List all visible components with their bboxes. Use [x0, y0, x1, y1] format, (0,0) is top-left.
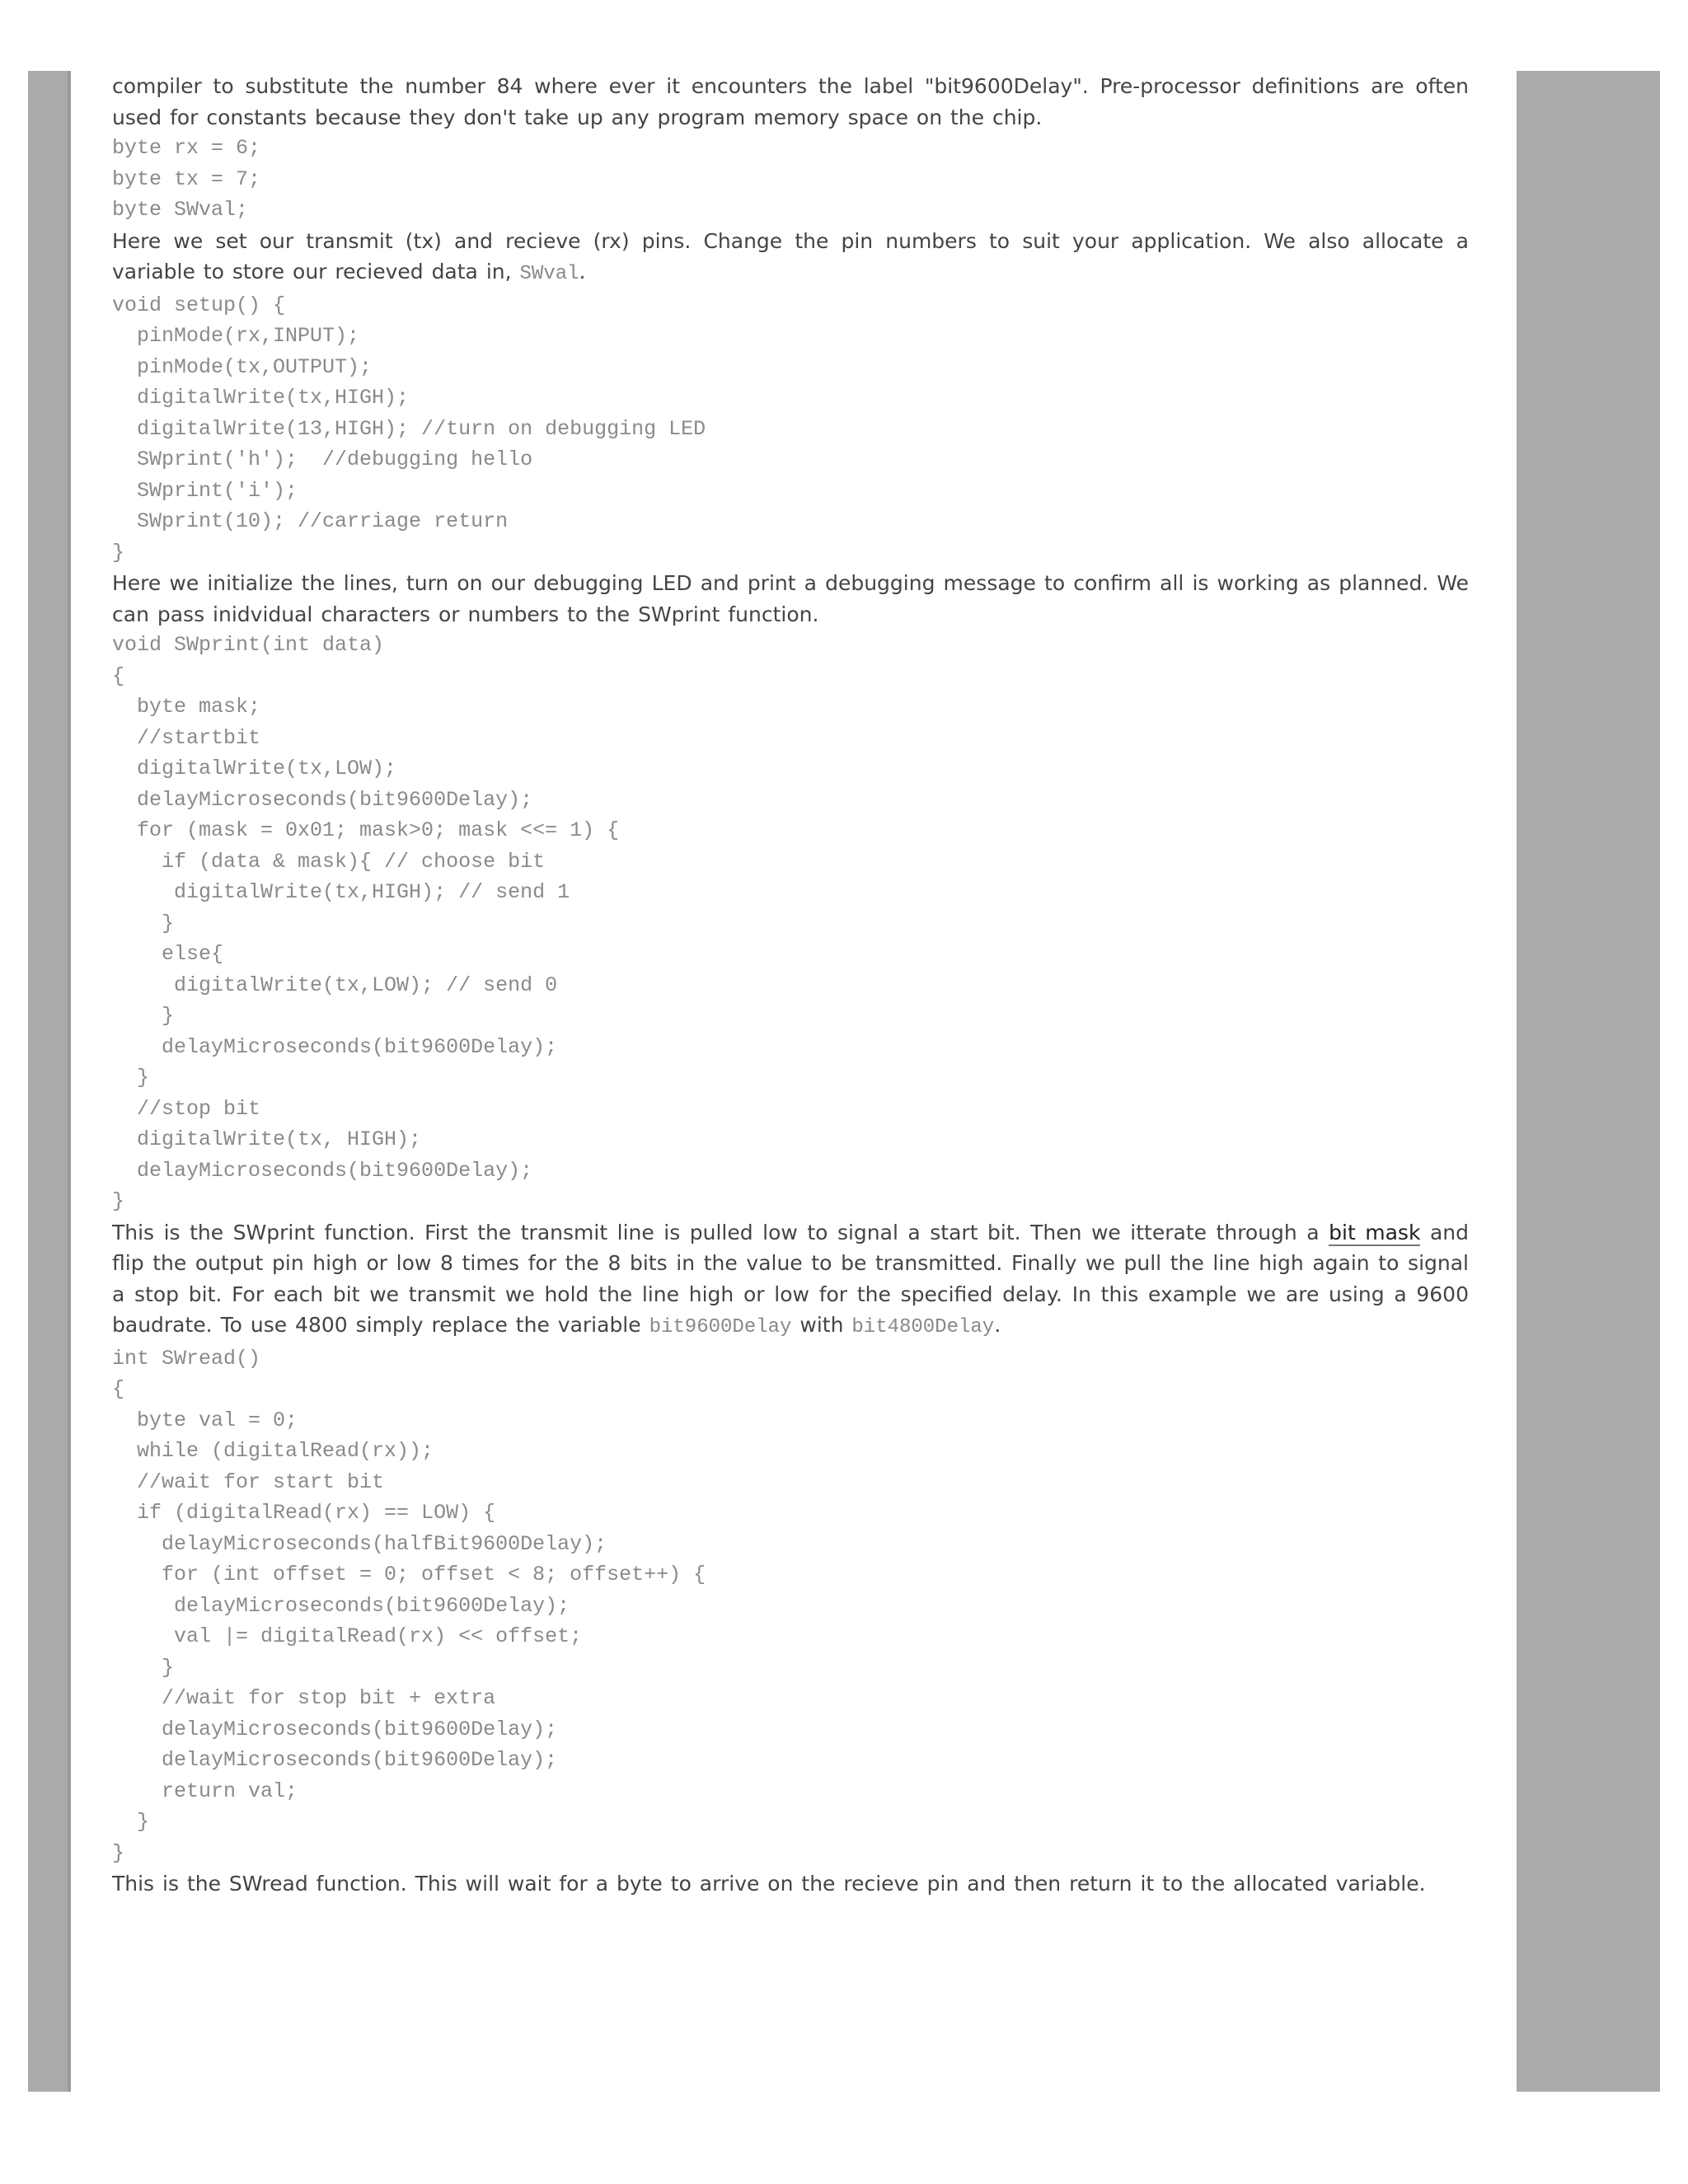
code-block-swread-function: int SWread() { byte val = 0; while (digitalRead(rx)); //wait for start bit if (digitalRead(rx) == LOW) { delayMicroseconds(halfBit9600Delay); for (int offset = 0; offset < 8; offset++) { delayMicroseconds(bit9600Delay); val |= digitalRead(rx) << offset; } //wait for stop bit + extra delayMicroseconds(bit9600Delay); delayMicroseconds(bit9600Delay); return val; } }: [112, 1346, 706, 1865]
paragraph-swprint-text-a: This is the SWprint function. First the transmit line is pulled low to signal a start bit. Then we itterate through a: [112, 1220, 1329, 1244]
paragraph-pin-setup-end: .: [579, 260, 586, 284]
paragraph-pin-setup-text: Here we set our transmit (tx) and recieve (rx) pins. Change the pin numbers to suit your application. We also allocate a variable to store our recieved data in,: [112, 228, 1469, 284]
bit-mask-link[interactable]: bit mask: [1329, 1220, 1421, 1244]
inline-code-bit4800delay: bit4800Delay: [851, 1316, 995, 1338]
left-margin-bar: [28, 71, 71, 2092]
paragraph-swprint-end: .: [994, 1313, 1001, 1337]
paragraph-pin-setup: [112, 226, 1469, 290]
paragraph-swread-explanation: This is the SWread function. This will wait for a byte to arrive on the recieve pin and then return it to the allocated variable.: [112, 1872, 1426, 1896]
left-margin-bar-edge: [68, 71, 71, 2092]
code-block-setup-function: void setup() { pinMode(rx,INPUT); pinMode(tx,OUTPUT); digitalWrite(tx,HIGH); digitalWrite(13,HIGH); //turn on debugging LED SWprint('h'); //debugging hello SWprint('i'); SWprint(10); //carriage return }: [112, 293, 706, 565]
code-block-pin-declarations: byte rx = 6; byte tx = 7; byte SWval;: [112, 136, 261, 222]
inline-code-bit9600delay: bit9600Delay: [649, 1316, 792, 1338]
code-block-swprint-function: void SWprint(int data) { byte mask; //startbit digitalWrite(tx,LOW); delayMicroseconds(bit9600Delay); for (mask = 0x01; mask>0; mask <<= 1) { if (data & mask){ // choose bit digitalWrite(tx,HIGH); // send 1 } else{ digitalWrite(tx,LOW); // send 0 } delayMicroseconds(bit9600Delay); } //stop bit digitalWrite(tx, HIGH); delayMicroseconds(bit9600Delay); }: [112, 633, 620, 1213]
article-content: [112, 71, 1469, 1900]
paragraph-swprint-explanation: [112, 1217, 1469, 1343]
paragraph-swprint-text-c: with: [791, 1313, 852, 1337]
paragraph-swprint-text-b: and flip the output pin high or low 8 times for the 8 bits in the value to be transmitted. Finally we pull the line high again to signal a stop bit. For each bit we transmit we hold the line high or low for the specified delay. In this example we are using a 9600 baudrate. To use 4800 simply replace the variable: [112, 1220, 1469, 1337]
right-margin-bar: [1517, 71, 1660, 2092]
inline-code-swval: SWval: [519, 263, 579, 285]
paragraph-initialize: Here we initialize the lines, turn on our debugging LED and print a debugging message to confirm all is working as planned. We can pass inidvidual characters or numbers to the SWprint function.: [112, 571, 1469, 626]
paragraph-preprocessor: compiler to substitute the number 84 where ever it encounters the label "bit9600Delay". Pre-processor definitions are often used for constants because they don't take up any program memory space on the chip.: [112, 74, 1469, 129]
